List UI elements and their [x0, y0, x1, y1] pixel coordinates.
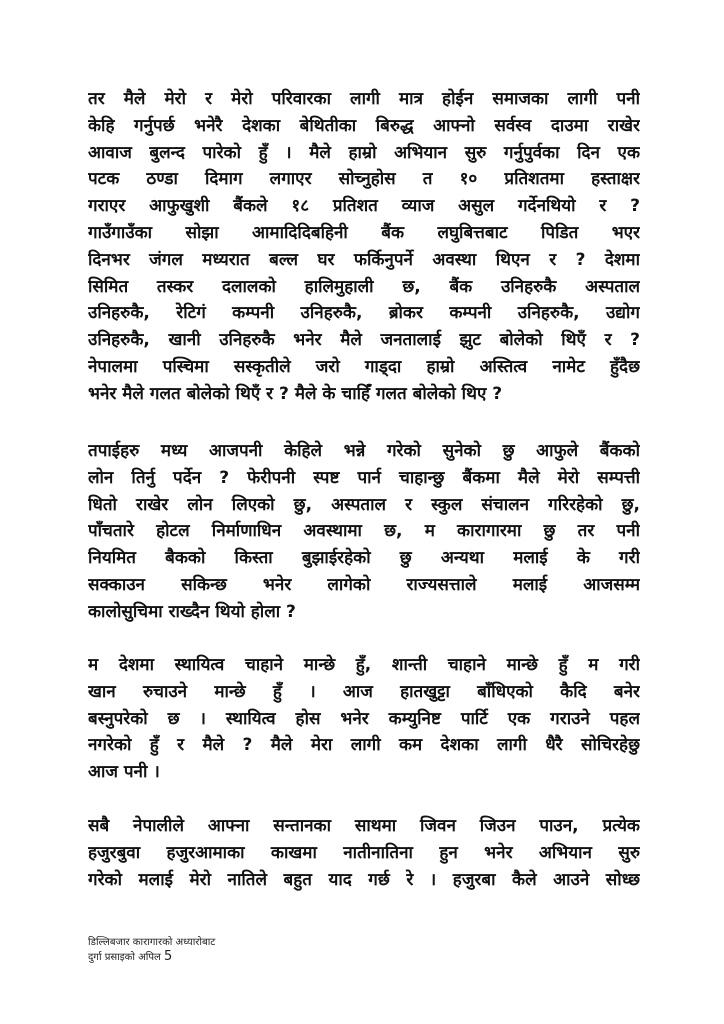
text-line: उनिहरुकै, खानी उनिहरुकै भनेर मैले जनतालाई झुट बोलेको थिएँ र ?: [88, 330, 640, 351]
text-line: पाँचतारे होटल निर्माणाधिन अवस्थामा छ, म कारागारमा छु तर पनी: [88, 521, 640, 542]
text-line: नियमित बैकको किस्ता बुझाईरहेको छु अन्यथा मलाई के गरी: [88, 548, 640, 569]
text-line: तर मैले मेरो र मेरो परिवारका लागी मात्र होईन समाजका लागी पनी: [88, 89, 640, 109]
text-line: नेपालमा पस्चिमा सस्कृतीले जरो गाड्दा हाम्रो अस्तित्व नामेट हुँदैछ: [88, 356, 640, 377]
page-footer: [88, 936, 215, 965]
text-line: दिनभर जंगल मध्यरात बल्ल घर फर्किनुपर्ने अवस्था थिएन र ? देशमा: [88, 249, 640, 270]
text-line: आज पनी ।: [88, 762, 160, 783]
paragraph-1: [88, 86, 640, 408]
text-line: केहि गर्नुपर्छ भनेरै देशका बेथितीका बिरुद्ध आफ्नो सर्वस्व दाउमा राखेर: [88, 115, 640, 136]
text-line: गराएर आफुखुशी बैंकले १८ प्रतिशत व्याज असुल गर्देनथियो र ?: [88, 196, 640, 217]
text-line: पटक ठण्डा दिमाग लगाएर सोच्नुहोस त १० प्रतिशतमा हस्ताक्षर: [88, 169, 640, 190]
text-line: नगरेको हुँ र मैले ? मैले मेरा लागी कम देशका लागी धैरै सोचिरहेछु: [88, 735, 640, 756]
text-line: लोन तिर्नु पर्देन ? फेरीपनी स्पष्ट पार्न चाहान्छु बैंकमा मैले मेरो सम्पत्ती: [88, 467, 640, 488]
text-line: उनिहरुकै, रेटिगं कम्पनी उनिहरुकै, ब्रोकर कम्पनी उनिहरुकै, उद्योग: [88, 303, 640, 324]
text-line: धितो राखेर लोन लिएको छु, अस्पताल र स्कुल संचालन गरिरहेको छु,: [88, 494, 640, 515]
text-line: बस्नुपरेको छ । स्थायित्व होस भनेर कम्युनिष्ट पार्टि एक गराउने पहल: [88, 708, 640, 729]
text-line: कालोसुचिमा राख्दैन थियो होला ?: [88, 601, 296, 622]
footer-title: दुर्गा प्रसाइको अपिल: [88, 952, 161, 963]
text-line: आवाज बुलन्द पारेको हुँ । मैले हाम्रो अभियान सुरु गर्नुपुर्वका दिन एक: [88, 142, 640, 163]
text-line: खान रुचाउने मान्छे हुँ । आज हातखुट्टा बाँधिएको कैदि बनेर: [88, 681, 640, 702]
text-line: गरेको मलाई मेरो नातिले बहुत याद गर्छ रे । हजुरबा कैले आउने सोध्छ: [88, 869, 640, 890]
text-line: भनेर मैले गलत बोलेको थिएँ र ? मैले के चाहिँ गलत बोलेको थिए ?: [88, 383, 503, 404]
page-number: 5: [164, 949, 173, 964]
text-line: गाउँगाउँका सोझा आमादिदिबहिनी बैंक लघुबित्तबाट पिडित भएर: [88, 222, 640, 243]
text-line: सिमित तस्कर दलालको हालिमुहाली छ, बैंक उनिहरुकै अस्पताल: [88, 276, 640, 297]
footer-source-line: डिल्लिबजार कारागारको अध्यारोबाट: [88, 937, 216, 948]
paragraph-2: [88, 438, 640, 626]
text-line: सबै नेपालीले आफ्ना सन्तानका साथमा जिवन जिउन पाउन, प्रत्येक: [88, 816, 640, 836]
paragraph-3: [88, 652, 640, 786]
text-line: सक्काउन सकिन्छ भनेर लागेको राज्यसत्ताले मलाई आजसम्म: [88, 574, 640, 595]
text-line: हजुरबुवा हजुरआमाका काखमा नातीनातिना हुन भनेर अभियान सुरु: [88, 842, 640, 863]
paragraph-4: [88, 813, 640, 893]
footer-title-line: [88, 950, 215, 965]
text-line: म देशमा स्थायित्व चाहाने मान्छे हुँ, शान्ती चाहाने मान्छे हुँ म गरी: [88, 655, 640, 675]
text-line: तपाईहरु मध्य आजपनी केहिले भन्ने गरेको सुनेको छु आफुले बैंकको: [88, 441, 640, 461]
